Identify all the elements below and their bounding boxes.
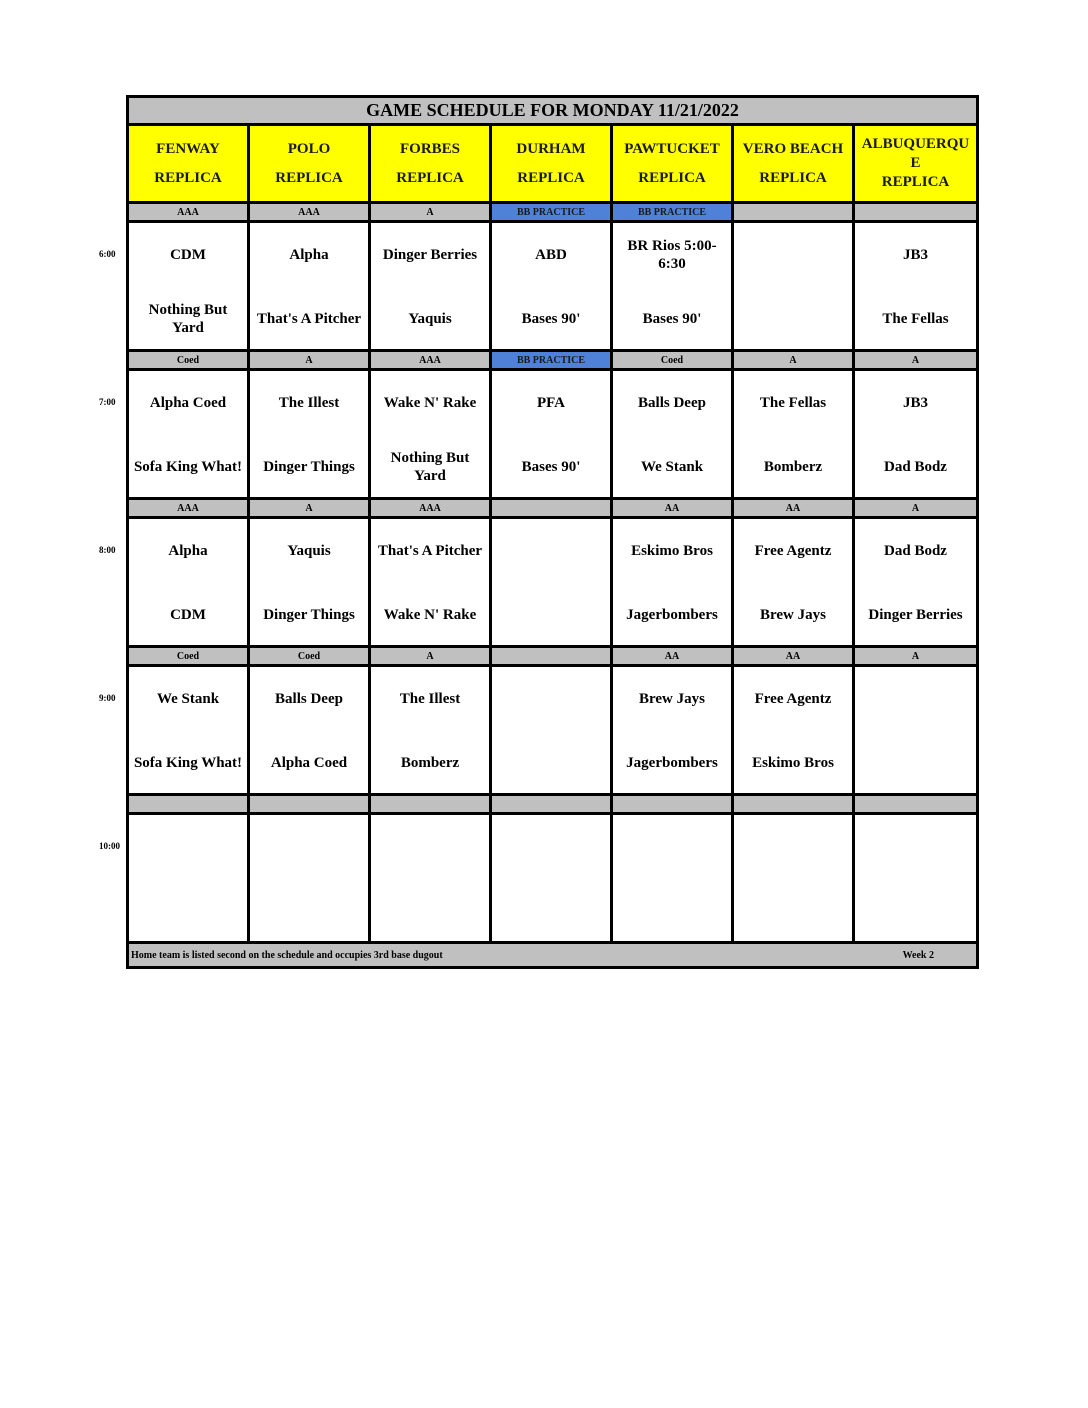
division-label xyxy=(492,796,613,812)
team-name: Eskimo Bros xyxy=(752,755,834,771)
home-team xyxy=(250,606,368,624)
game-cell xyxy=(371,815,492,941)
game-cell xyxy=(250,519,371,645)
team-name: Bomberz xyxy=(400,755,460,771)
division-label: AA xyxy=(613,648,734,664)
team-name: Alpha xyxy=(289,247,329,263)
venue-header xyxy=(492,126,613,201)
team-name: Dinger Berries xyxy=(382,247,478,263)
division-label xyxy=(129,796,250,812)
home-team xyxy=(129,606,247,624)
division-label: AAA xyxy=(371,500,492,516)
team-name: Bases 90' xyxy=(521,459,581,475)
team-name: Nothing But Yard xyxy=(148,302,228,336)
home-team xyxy=(734,310,852,328)
division-label: AAA xyxy=(129,500,250,516)
away-team xyxy=(855,394,976,412)
away-team xyxy=(492,542,610,560)
division-label: AAA xyxy=(250,204,371,220)
team-name: Dad Bodz xyxy=(884,459,947,475)
team-name: Yaquis xyxy=(408,311,452,327)
venue-name: POLO xyxy=(287,140,331,157)
venue-header xyxy=(371,126,492,201)
division-label: Coed xyxy=(613,352,734,368)
game-cell xyxy=(129,815,250,941)
team-name: CDM xyxy=(170,247,206,263)
venue-subtitle: REPLICA xyxy=(275,169,343,186)
team-name: Bases 90' xyxy=(521,311,581,327)
division-label: A xyxy=(371,648,492,664)
away-team xyxy=(129,246,247,264)
venue-subtitle: REPLICA xyxy=(638,169,706,186)
division-row xyxy=(129,352,976,371)
game-cell xyxy=(129,223,250,349)
game-cell xyxy=(734,815,855,941)
schedule-title: GAME SCHEDULE FOR MONDAY 11/21/2022 xyxy=(129,98,976,126)
away-team xyxy=(371,838,489,856)
game-cell xyxy=(250,667,371,793)
team-name: Balls Deep xyxy=(275,691,343,707)
division-label: AA xyxy=(613,500,734,516)
team-name: We Stank xyxy=(640,459,704,475)
division-label: A xyxy=(855,648,976,664)
game-cell xyxy=(371,223,492,349)
team-name: CDM xyxy=(170,607,206,623)
home-team xyxy=(613,310,731,328)
division-row xyxy=(129,204,976,223)
home-team xyxy=(855,310,976,328)
division-label xyxy=(492,648,613,664)
division-label xyxy=(734,796,855,812)
division-label: A xyxy=(250,500,371,516)
game-cell xyxy=(250,223,371,349)
time-label: 6:00 xyxy=(99,249,116,259)
home-team xyxy=(250,458,368,476)
team-name: Brew Jays xyxy=(639,691,705,707)
away-team xyxy=(250,246,368,264)
venue-subtitle: REPLICA xyxy=(517,169,585,186)
home-team-note: Home team is listed second on the schedule and occupies 3rd base dugout xyxy=(131,949,443,961)
venue-subtitle: REPLICA xyxy=(759,169,827,186)
venue-header xyxy=(250,126,371,201)
away-team xyxy=(250,542,368,560)
game-cell xyxy=(129,667,250,793)
venue-header xyxy=(129,126,250,201)
home-team xyxy=(492,902,610,920)
division-label: BB PRACTICE xyxy=(492,204,613,220)
away-team xyxy=(250,394,368,412)
home-team xyxy=(613,606,731,624)
division-label: BB PRACTICE xyxy=(613,204,734,220)
team-name: Wake N' Rake xyxy=(383,607,477,623)
team-name: Balls Deep xyxy=(638,395,706,411)
away-team xyxy=(492,246,610,264)
division-label: Coed xyxy=(129,352,250,368)
time-label: 10:00 xyxy=(99,841,120,851)
away-team xyxy=(734,246,852,264)
venue-name: FENWAY xyxy=(156,140,220,157)
division-label xyxy=(371,796,492,812)
game-row xyxy=(129,223,976,352)
away-team xyxy=(855,838,976,856)
division-label: AAA xyxy=(371,352,492,368)
away-team xyxy=(734,542,852,560)
team-name: Nothing But Yard xyxy=(390,450,470,484)
venue-header xyxy=(734,126,855,201)
week-label: Week 2 xyxy=(902,949,934,961)
home-team xyxy=(734,902,852,920)
division-label xyxy=(250,796,371,812)
team-name: Alpha xyxy=(168,543,208,559)
team-name: Alpha Coed xyxy=(270,755,348,771)
division-label: A xyxy=(855,500,976,516)
division-label: AA xyxy=(734,500,855,516)
game-cell xyxy=(250,371,371,497)
team-name: That's A Pitcher xyxy=(377,543,483,559)
team-name: The Illest xyxy=(278,395,340,411)
home-team xyxy=(129,902,247,920)
time-slots xyxy=(129,204,976,944)
away-team xyxy=(492,394,610,412)
home-team xyxy=(492,606,610,624)
game-cell xyxy=(250,815,371,941)
team-name: Alpha Coed xyxy=(149,395,227,411)
team-name: Wake N' Rake xyxy=(383,395,477,411)
venue-header xyxy=(855,126,976,201)
away-team xyxy=(855,542,976,560)
team-name: Brew Jays xyxy=(760,607,826,623)
venue-subtitle: REPLICA xyxy=(881,174,950,190)
game-row xyxy=(129,519,976,648)
home-team xyxy=(250,754,368,772)
game-cell xyxy=(613,223,734,349)
away-team xyxy=(734,690,852,708)
division-row xyxy=(129,500,976,519)
game-cell xyxy=(492,371,613,497)
game-cell xyxy=(492,223,613,349)
team-name: Sofa King What! xyxy=(133,755,243,771)
home-team xyxy=(734,606,852,624)
away-team xyxy=(371,690,489,708)
game-cell xyxy=(734,371,855,497)
game-cell xyxy=(855,815,976,941)
game-cell xyxy=(855,371,976,497)
away-team xyxy=(129,838,247,856)
home-team xyxy=(734,458,852,476)
division-label: A xyxy=(371,204,492,220)
game-row xyxy=(129,371,976,500)
team-name: The Fellas xyxy=(882,311,949,327)
home-team xyxy=(492,310,610,328)
home-team xyxy=(855,458,976,476)
away-team xyxy=(855,246,976,264)
division-label xyxy=(855,796,976,812)
venue-name: ALBUQUERQUE xyxy=(861,136,970,171)
division-label: Coed xyxy=(129,648,250,664)
away-team xyxy=(613,542,731,560)
home-team xyxy=(855,606,976,624)
home-team xyxy=(855,902,976,920)
game-cell xyxy=(613,519,734,645)
game-cell xyxy=(734,223,855,349)
away-team xyxy=(371,246,489,264)
team-name: The Illest xyxy=(399,691,461,707)
team-name: Bases 90' xyxy=(642,311,702,327)
game-cell xyxy=(734,519,855,645)
home-team xyxy=(492,754,610,772)
home-team xyxy=(613,458,731,476)
venue-header-row xyxy=(129,126,976,204)
team-name: We Stank xyxy=(156,691,220,707)
home-team xyxy=(371,310,489,328)
away-team xyxy=(492,690,610,708)
away-team xyxy=(129,394,247,412)
venue-name: PAWTUCKET xyxy=(624,140,720,157)
game-cell xyxy=(129,371,250,497)
division-label: AAA xyxy=(129,204,250,220)
home-team xyxy=(371,754,489,772)
division-label xyxy=(855,204,976,220)
game-cell xyxy=(855,223,976,349)
home-team xyxy=(129,458,247,476)
schedule-footer xyxy=(129,944,976,966)
away-team xyxy=(250,690,368,708)
division-label: AA xyxy=(734,648,855,664)
game-cell xyxy=(371,371,492,497)
game-cell xyxy=(492,815,613,941)
venue-subtitle: REPLICA xyxy=(154,169,222,186)
team-name: Dinger Things xyxy=(263,607,355,623)
away-team xyxy=(613,838,731,856)
home-team xyxy=(250,902,368,920)
venue-subtitle: REPLICA xyxy=(396,169,464,186)
home-team xyxy=(129,754,247,772)
game-cell xyxy=(613,815,734,941)
time-label: 9:00 xyxy=(99,693,116,703)
team-name: The Fellas xyxy=(759,395,827,411)
division-row xyxy=(129,796,976,815)
away-team xyxy=(734,838,852,856)
team-name: Sofa King What! xyxy=(133,459,243,475)
team-name: ABD xyxy=(535,247,567,263)
game-row xyxy=(129,667,976,796)
game-cell xyxy=(613,371,734,497)
team-name: Free Agentz xyxy=(754,691,832,707)
home-team xyxy=(371,449,489,485)
team-name: Eskimo Bros xyxy=(631,543,713,559)
venue-header xyxy=(613,126,734,201)
home-team xyxy=(734,754,852,772)
away-team xyxy=(855,690,976,708)
schedule-sheet xyxy=(126,95,979,969)
away-team xyxy=(250,838,368,856)
team-name: Jagerbombers xyxy=(626,755,718,771)
home-team xyxy=(129,301,247,337)
game-cell xyxy=(855,519,976,645)
away-team xyxy=(129,542,247,560)
game-cell xyxy=(129,519,250,645)
team-name: Jagerbombers xyxy=(626,607,718,623)
home-team xyxy=(371,606,489,624)
home-team xyxy=(371,902,489,920)
team-name: Bomberz xyxy=(763,459,823,475)
away-team xyxy=(734,394,852,412)
time-label: 7:00 xyxy=(99,397,116,407)
home-team xyxy=(613,902,731,920)
team-name: PFA xyxy=(536,395,566,411)
venue-name: FORBES xyxy=(399,140,460,157)
team-name: Dinger Berries xyxy=(868,607,963,623)
home-team xyxy=(613,754,731,772)
division-row xyxy=(129,648,976,667)
team-name: JB3 xyxy=(902,395,928,411)
team-name: Free Agentz xyxy=(754,543,832,559)
away-team xyxy=(129,690,247,708)
game-cell xyxy=(371,667,492,793)
game-cell xyxy=(855,667,976,793)
game-cell xyxy=(734,667,855,793)
home-team xyxy=(492,458,610,476)
team-name: That's A Pitcher xyxy=(256,311,362,327)
away-team xyxy=(371,542,489,560)
time-label: 8:00 xyxy=(99,545,116,555)
team-name: BR Rios 5:00-6:30 xyxy=(627,238,717,272)
venue-name: DURHAM xyxy=(516,140,586,157)
away-team xyxy=(613,394,731,412)
division-label: Coed xyxy=(250,648,371,664)
away-team xyxy=(613,690,731,708)
team-name: JB3 xyxy=(902,247,928,263)
division-label: BB PRACTICE xyxy=(492,352,613,368)
division-label xyxy=(492,500,613,516)
game-cell xyxy=(492,519,613,645)
game-cell xyxy=(492,667,613,793)
division-label xyxy=(613,796,734,812)
division-label xyxy=(734,204,855,220)
game-cell xyxy=(613,667,734,793)
team-name: Dad Bodz xyxy=(884,543,947,559)
away-team xyxy=(613,237,731,273)
away-team xyxy=(492,838,610,856)
division-label: A xyxy=(250,352,371,368)
division-label: A xyxy=(855,352,976,368)
away-team xyxy=(371,394,489,412)
home-team xyxy=(855,754,976,772)
game-row xyxy=(129,815,976,944)
team-name: Yaquis xyxy=(287,543,331,559)
game-cell xyxy=(371,519,492,645)
home-team xyxy=(250,310,368,328)
division-label: A xyxy=(734,352,855,368)
team-name: Dinger Things xyxy=(263,459,355,475)
venue-name: VERO BEACH xyxy=(742,140,844,157)
